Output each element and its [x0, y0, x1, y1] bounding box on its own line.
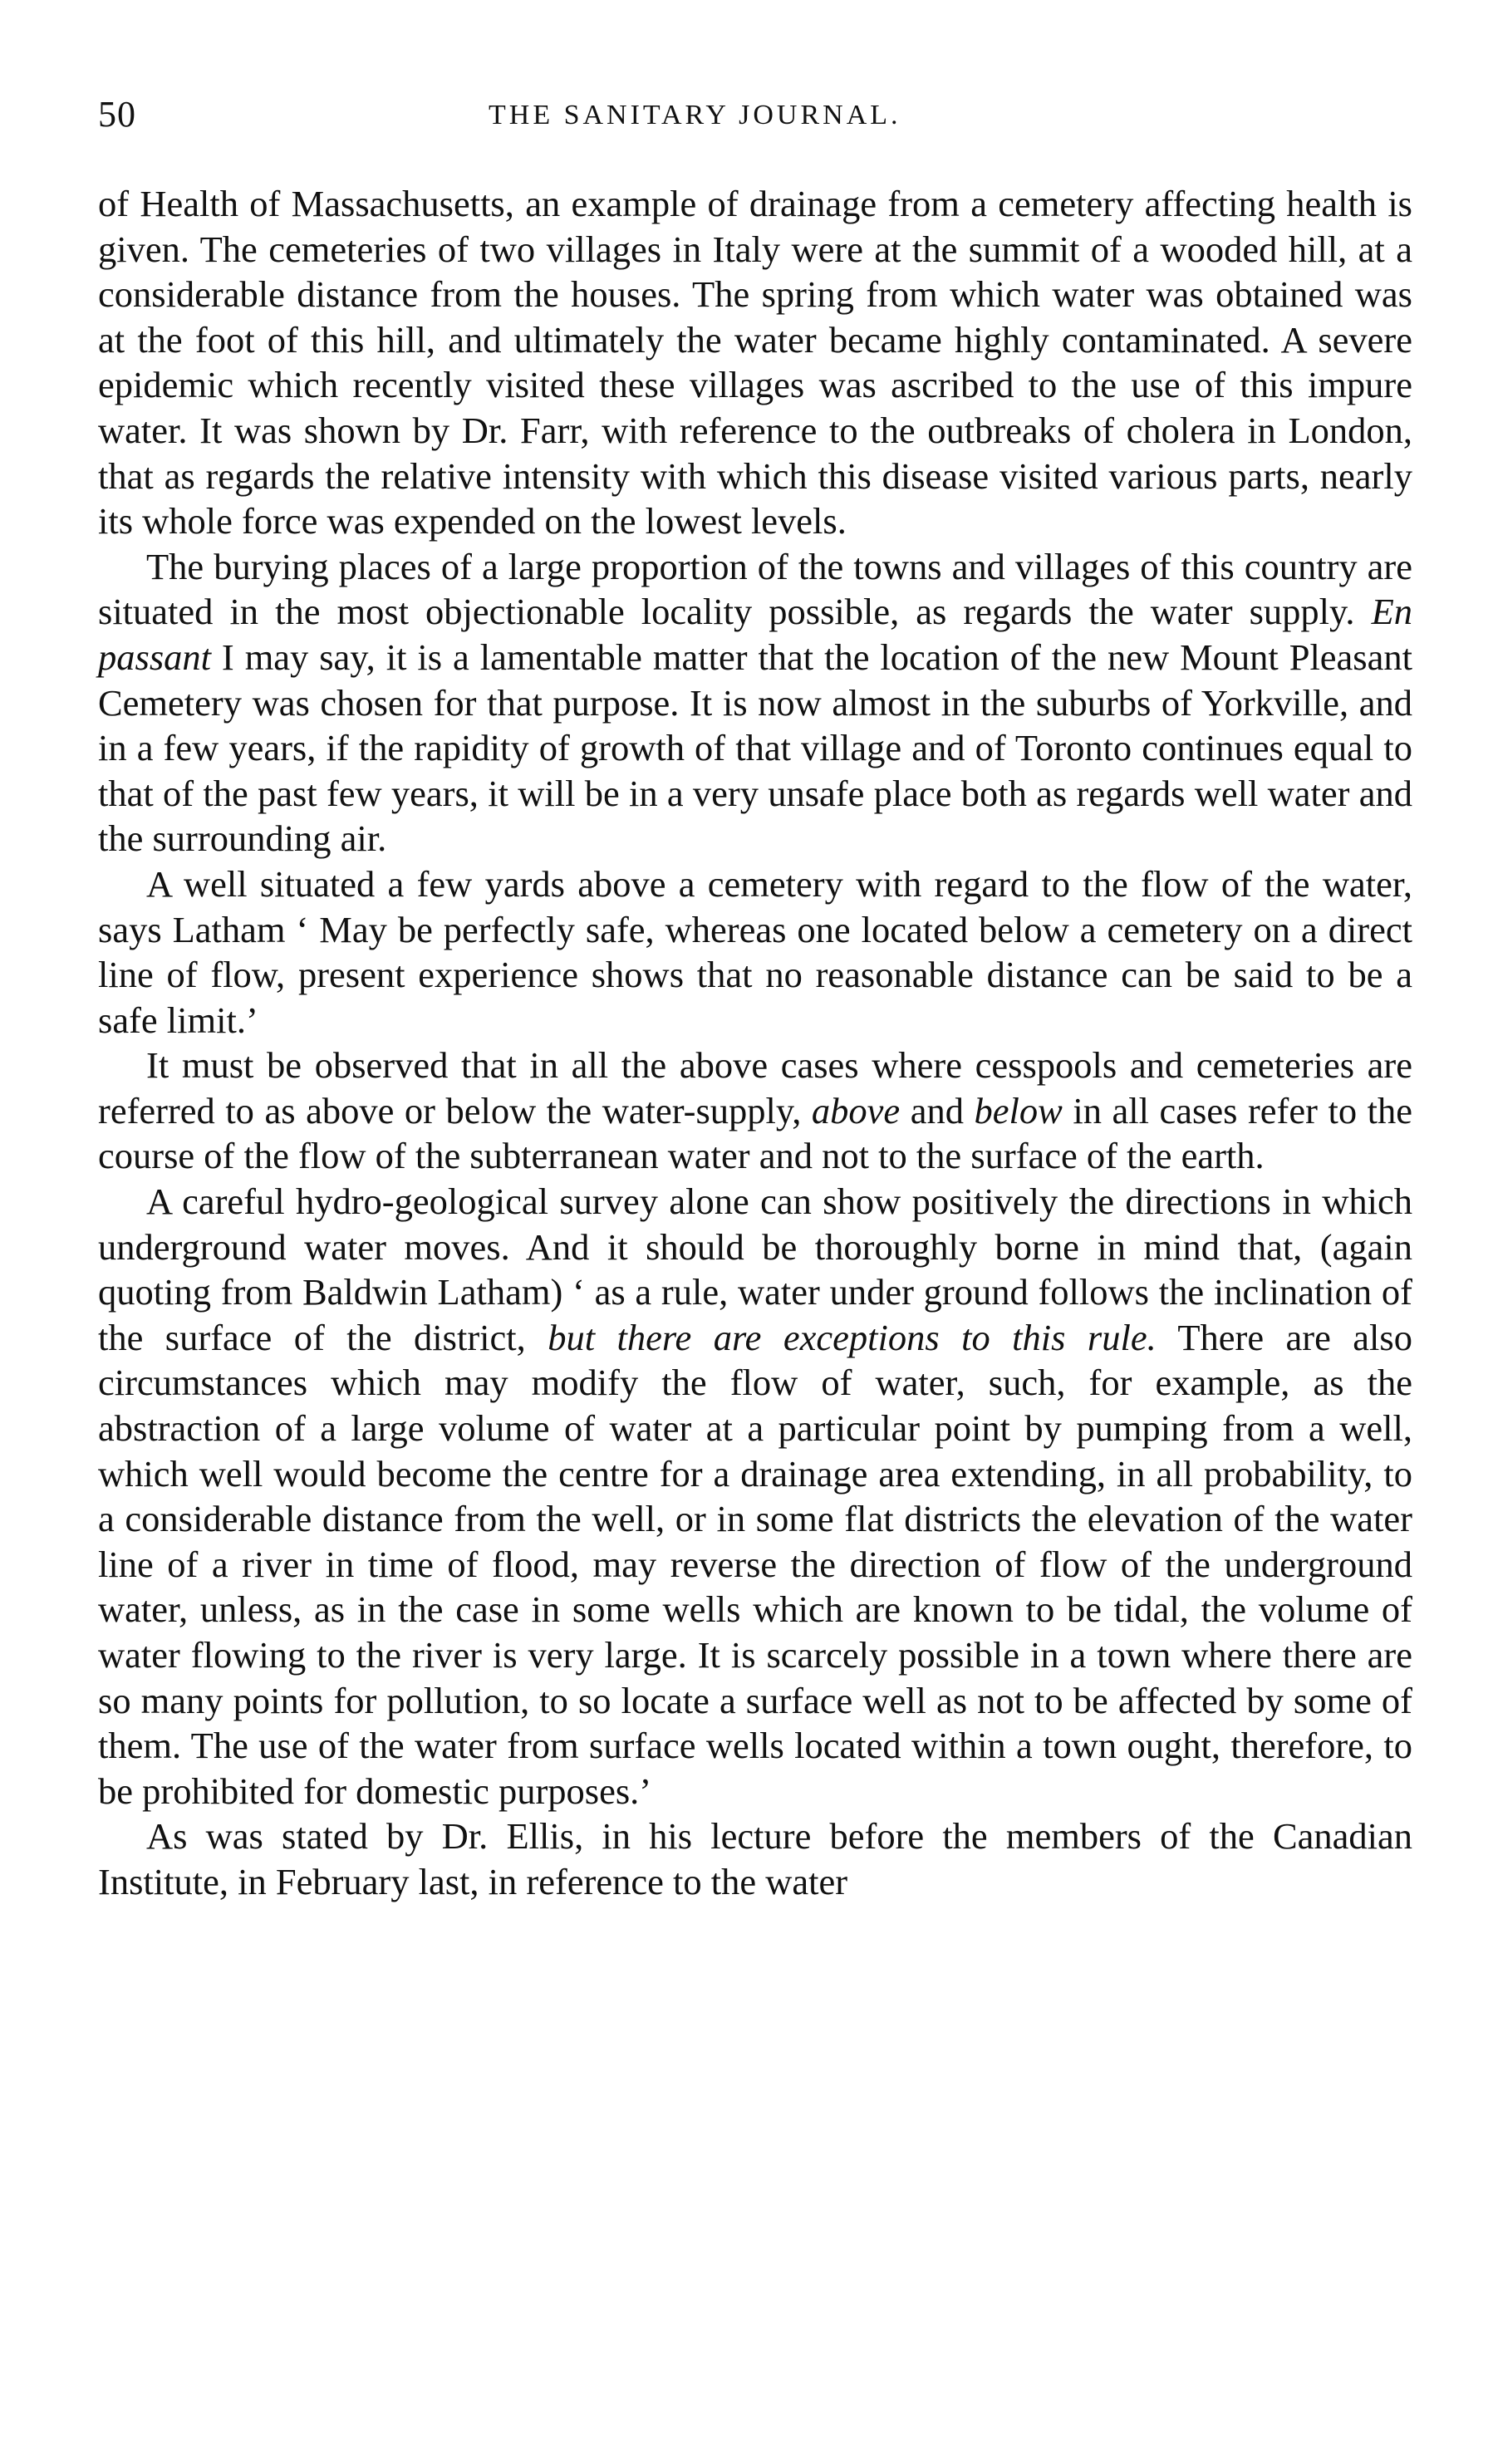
running-head: [98, 93, 1411, 143]
paragraph-4-italic-below: below: [974, 1089, 1063, 1131]
article-body: [98, 181, 1412, 1905]
paragraph-5-text-a: A careful hydro-geological survey alone can show positively the directions in which underground water moves. And it should be thoroughly borne in mind that, (again quoting from Baldwin Latham) ‘ as a rule, water under ground follows the inclination of the surface of the district,: [98, 1180, 1412, 1358]
paragraph-5-text-b: There are also circumstances which may modify the flow of water, such, for example, as the abstraction of a large volume of water at a particular point by pumping from a well, which well would become the centre for a drainage area extending, in all probability, to a considerable distance from the well, or in some flat districts the elevation of the water line of a river in time of flood, may reverse the direction of flow of the underground water, unless, as in the case in some wells which are known to be tidal, the volume of water flowing to the river is very large. It is scarcely possible in a town where there are so many points for pollution, to so locate a surface well as not to be affected by some of them. The use of the water from surface wells located within a town ought, therefore, to be prohibited for domestic purposes.’: [98, 1316, 1412, 1812]
paragraph-5-italic-exceptions: but there are exceptions to this rule.: [548, 1316, 1157, 1358]
paragraph-2-italic-en-passant: En passant: [98, 591, 1412, 678]
paragraph-4-text-b: and: [900, 1089, 975, 1131]
paragraph-4-text-c: in all cases refer to the course of the flow of the subterranean water and not to the surface of the earth.: [98, 1089, 1412, 1177]
page-number: 50: [98, 94, 136, 135]
paragraph-2-text-a: The burying places of a large proportion of the towns and villages of this country are situated in the most objectionable locality possible, as regards the water supply.: [98, 545, 1412, 633]
paragraph-2-text-b: I may say, it is a lamentable matter that the location of the new Mount Pleasant Cemetery was chosen for that purpose. It is now almost in the suburbs of Yorkville, and in a few years, if the rapidity of growth of that village and of Toronto continues equal to that of the past few years, it will be in a very unsafe place both as regards well water and the surrounding air.: [98, 636, 1412, 860]
paragraph-4-italic-above: above: [811, 1089, 901, 1131]
paragraph-3: [98, 861, 1412, 1043]
paragraph-6-text: As was stated by Dr. Ellis, in his lecture before the members of the Canadian Institute, in February last, in reference to the water: [98, 1815, 1412, 1902]
paragraph-4: [98, 1043, 1412, 1179]
paragraph-1-text: of Health of Massachusetts, an example of drainage from a cemetery affecting health is given. The cemeteries of two villages in Italy were at the summit of a wooded hill, at a considerable distance from the houses. The spring from which water was obtained was at the foot of this hill, and ultimately the water became highly contaminated. A severe epidemic which recently visited these villages was ascribed to the use of this impure water. It was shown by Dr. Farr, with reference to the outbreaks of cholera in London, that as regards the relative intensity with which this disease visited various parts, nearly its whole force was expended on the lowest levels.: [98, 183, 1412, 542]
paragraph-1: [98, 181, 1412, 544]
paragraph-3-text: A well situated a few yards above a cemetery with regard to the flow of the water, says Latham ‘ May be perfectly safe, whereas one located below a cemetery on a direct line of flow, present experience shows that no reasonable distance can be said to be a safe limit.’: [98, 862, 1412, 1041]
paragraph-5: [98, 1179, 1412, 1814]
paragraph-2: [98, 544, 1412, 861]
paragraph-4-text-a: It must be observed that in all the above cases where cesspools and cemeteries are referred to as above or below the water-supply,: [98, 1044, 1412, 1131]
paragraph-6: [98, 1814, 1412, 1904]
journal-title: THE SANITARY JOURNAL.: [489, 100, 901, 130]
